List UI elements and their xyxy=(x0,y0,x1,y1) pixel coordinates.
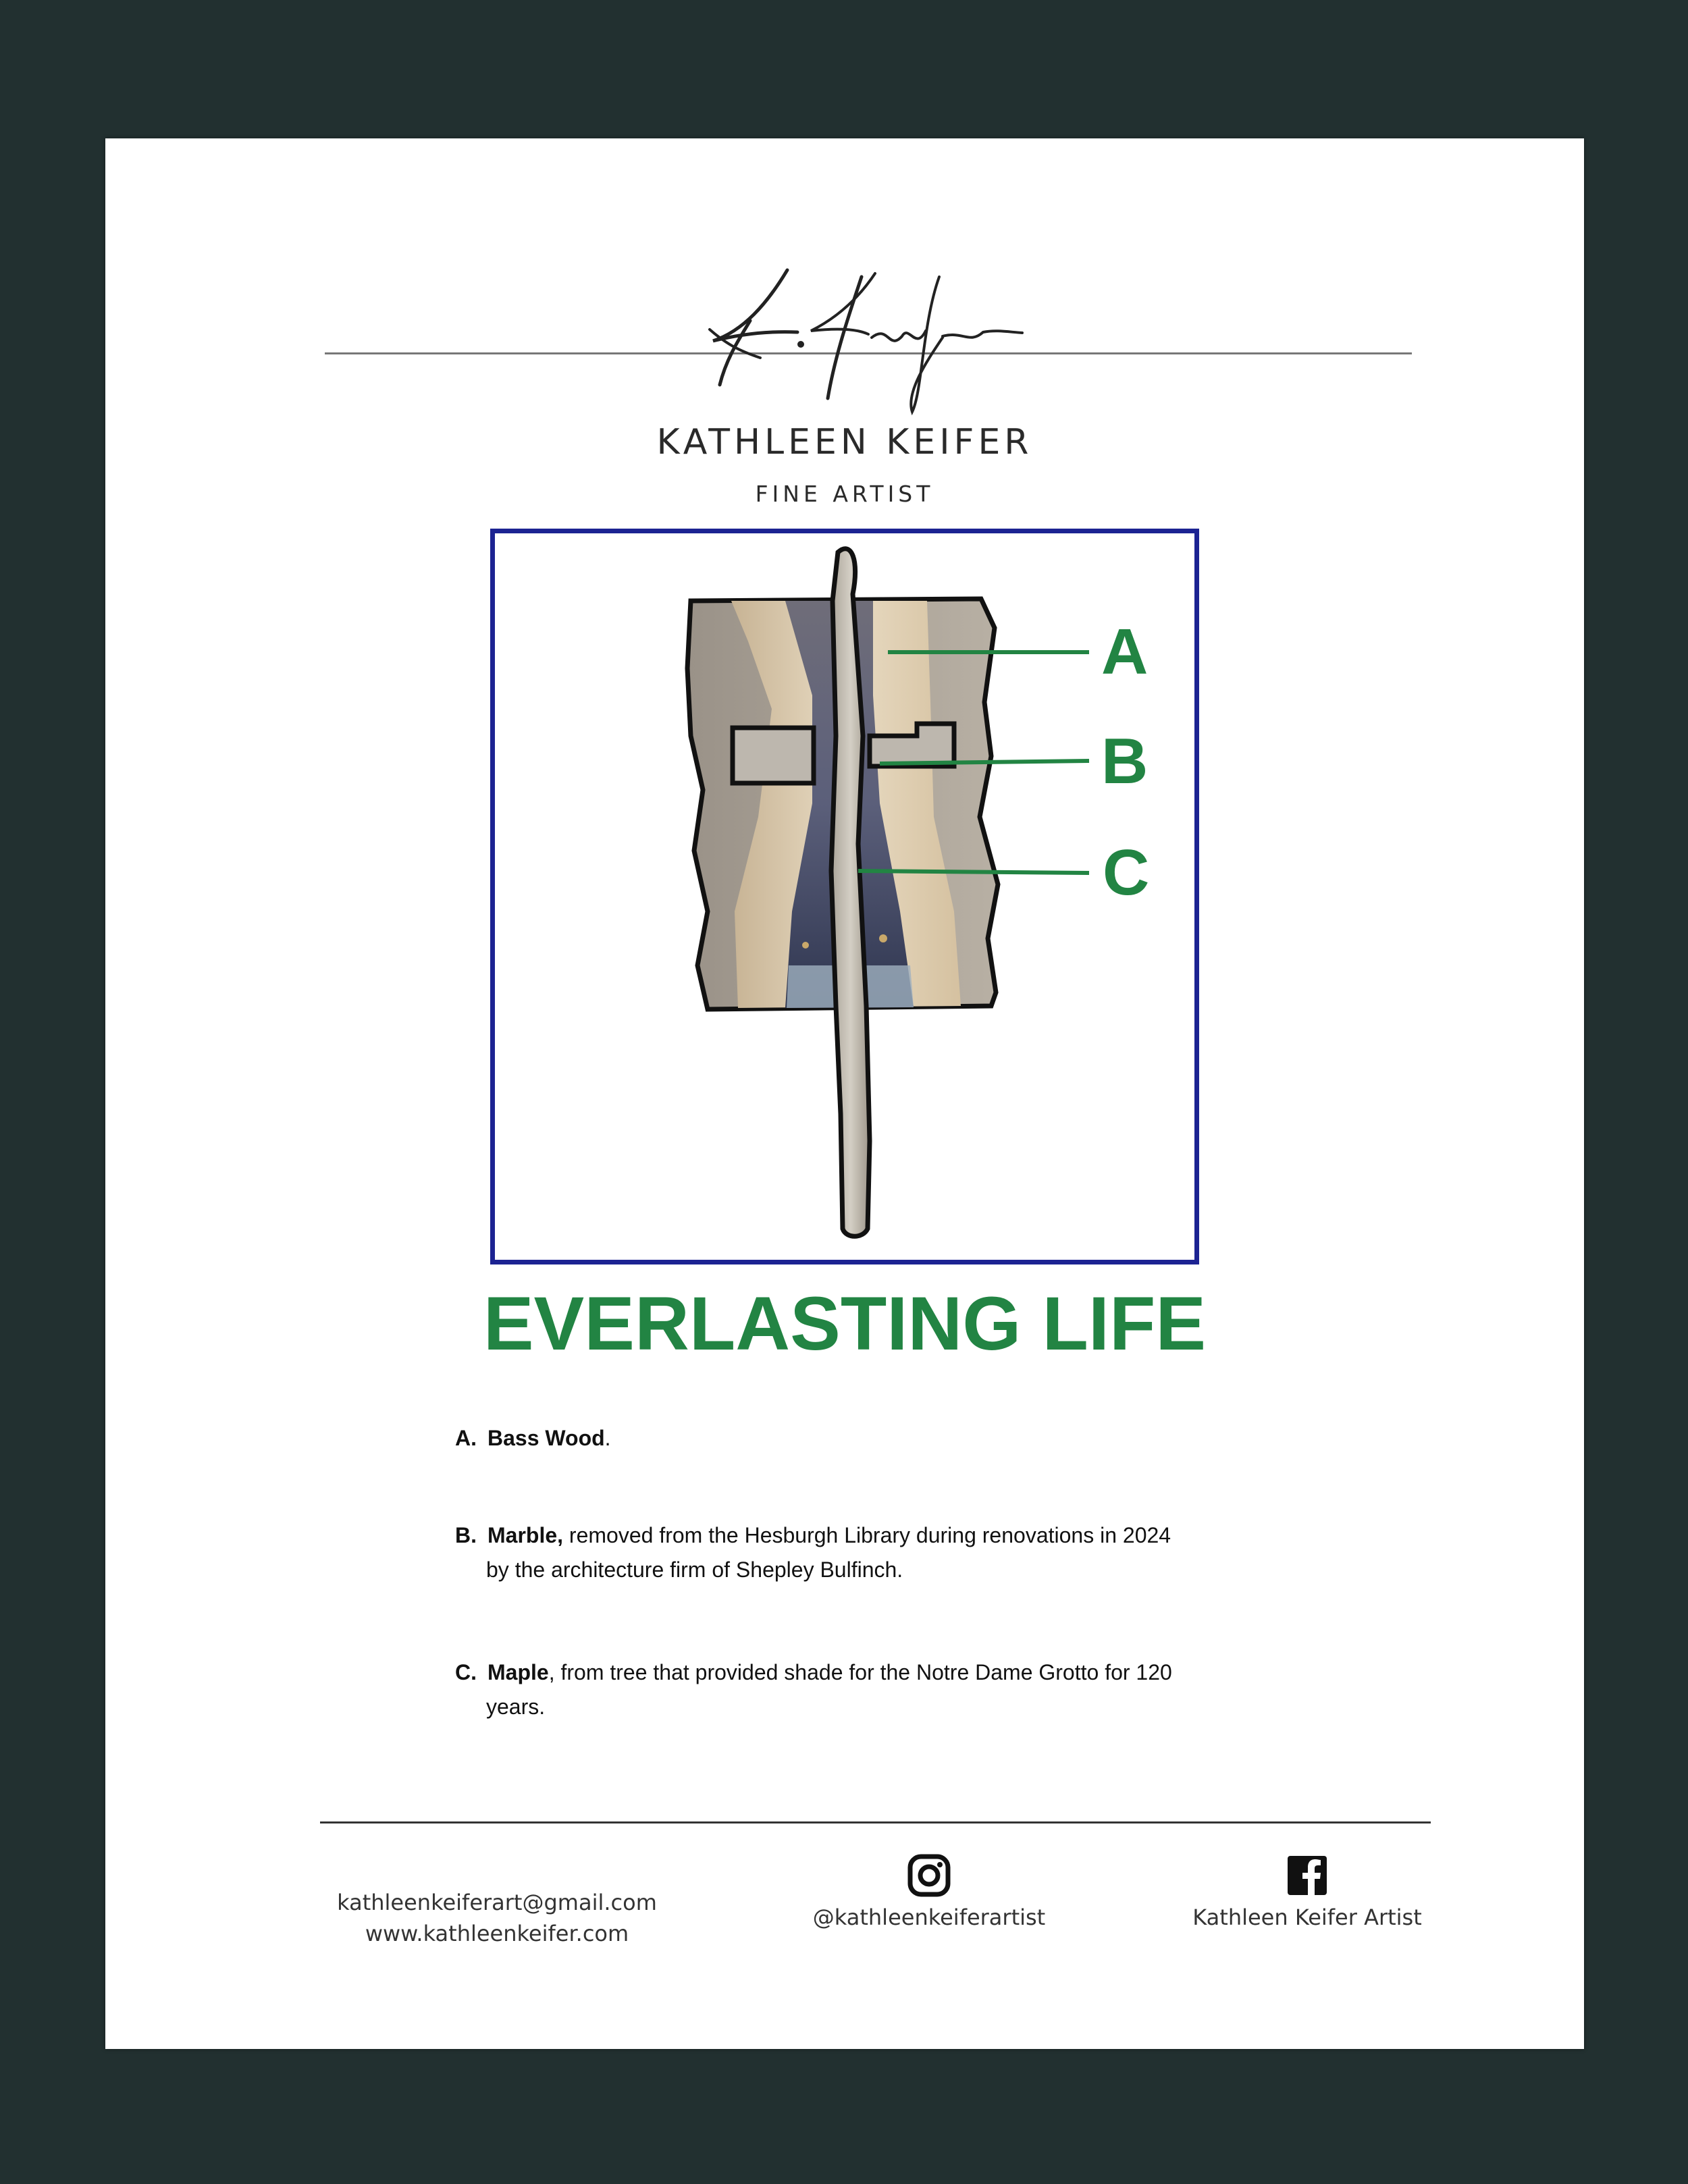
letterhead xyxy=(105,138,1584,516)
callout-a: A xyxy=(1101,616,1149,688)
callout-c: C xyxy=(1103,836,1150,909)
website-link[interactable]: www.kathleenkeifer.com xyxy=(365,1921,629,1946)
callout-b: B xyxy=(1101,725,1149,797)
facebook-contact[interactable] xyxy=(1118,1853,1496,1930)
artwork-title: EVERLASTING LIFE xyxy=(483,1281,1207,1366)
instagram-handle: @kathleenkeiferartist xyxy=(812,1905,1046,1930)
artist-subtitle: FINE ARTIST xyxy=(755,481,934,507)
footer-rule xyxy=(320,1821,1431,1823)
email-link[interactable]: kathleenkeiferart@gmail.com xyxy=(337,1890,657,1915)
artwork-illustration xyxy=(495,533,1194,1260)
artwork-frame xyxy=(490,529,1199,1264)
signature xyxy=(686,257,1024,419)
material-item-a: A. Bass Wood. xyxy=(455,1426,611,1450)
facebook-name: Kathleen Keifer Artist xyxy=(1192,1905,1422,1930)
document-page xyxy=(105,138,1584,2049)
material-item-c: C. Maple, from tree that provided shade for the Notre Dame Grotto for 120 years. xyxy=(455,1660,1172,1719)
facebook-icon xyxy=(1285,1853,1329,1898)
artist-name: KATHLEEN KEIFER xyxy=(656,422,1033,462)
instagram-contact[interactable] xyxy=(760,1853,1098,1930)
material-item-b: B. Marble, removed from the Hesburgh Library during renovations in 2024 by the architecture firm of Shepley Bulfinch. xyxy=(455,1523,1171,1582)
contact-info xyxy=(308,1887,686,1949)
instagram-icon xyxy=(907,1853,951,1898)
